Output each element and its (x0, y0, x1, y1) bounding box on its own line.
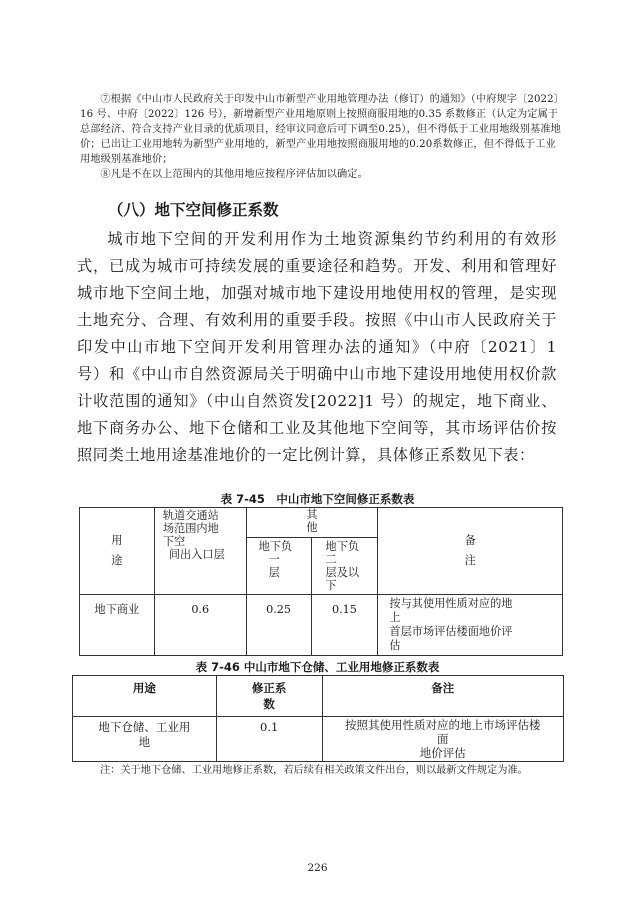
cell-b2: 0.15 (311, 595, 378, 656)
header-remark: 备注 (322, 676, 563, 717)
header-b2-line3: 层及以 (325, 566, 360, 579)
header-coef (216, 676, 322, 717)
cell-b1: 0.25 (246, 595, 311, 656)
header-remark-line2: 注 (464, 554, 476, 567)
header-other-line1: 其 (306, 508, 318, 521)
table-745-row (80, 595, 563, 656)
cell-remark-line1: 按与其使用性质对应的地 (389, 597, 513, 610)
section-paragraph: 城市地下空间的开发利用作为土地资源集约节约利用的有效形式，已成为城市可持续发展的重要途径和趋势。开发、利用和管理好城市地下空间土地，加强对城市地下建设用地使用权的管理，是实现土地充分、合理、有效利用的重要手段。按照《中山市人民政府关于印发中山市地下空间开发利用管理办法的通知》（中府〔2021〕1 号）和《中山市自然资源局关于明确中山市地下建设用地使用权价款计收范围的通知》（中山自然资发[2022]1 号）的规定，地下商业、地下商务办公、地下仓储和工业及其他地下空间等，其市场评估价按照同类土地用途基准地价的一定比例计算，具体修正系数见下表： (77, 230, 557, 464)
header-remark (378, 508, 563, 595)
header-use-line1: 用 (111, 534, 123, 547)
cell-remark-line4: 估 (389, 639, 401, 652)
cell-remark-line3: 首层市场评估楼面地价评 (389, 625, 513, 638)
cell-use-line2: 地 (138, 735, 151, 749)
header-rail-line3: 下空 (162, 535, 186, 548)
tables-area (0, 492, 635, 778)
cell-rail: 0.6 (154, 595, 246, 656)
section-heading: （八）地下空间修正系数 (108, 201, 279, 219)
header-b2-line4: 下 (325, 579, 337, 592)
header-rail-line1: 轨道交通站 (162, 509, 219, 522)
cell-remark-line2: 面 (437, 732, 449, 746)
header-b1-line1: 地下负 (258, 540, 293, 553)
table-746-note: 注：关于地下仓储、工业用地修正系数，若后续有相关政策文件出台，则以最新文件规定为准。 (100, 765, 528, 776)
header-use: 用途 (73, 676, 217, 717)
cell-remark (322, 717, 563, 762)
header-use-line2: 途 (111, 554, 123, 567)
page-number: 226 (307, 862, 328, 874)
header-b2 (311, 538, 378, 595)
note-item-8: ⑧凡是不在以上范围内的其他用地应按程序评估加以确定。 (100, 169, 368, 180)
cell-remark-line1: 按照其使用性质对应的地上市场评估楼 (345, 718, 541, 732)
header-b1-line2: 一 (268, 553, 280, 566)
cell-use (73, 717, 217, 762)
table-746-caption: 表 7-46 中山市地下仓储、工业用地修正系数表 (195, 660, 440, 674)
cell-remark (378, 595, 563, 656)
header-coef-line2: 数 (263, 697, 275, 711)
section-body (77, 226, 557, 469)
table-745-caption: 表 7-45 中山市地下空间修正系数表 (220, 492, 415, 506)
header-use (80, 508, 155, 595)
note-item-7: ⑦根据《中山市人民政府关于印发中山市新型产业用地管理办法（修订）的通知》（中府规字〔2022〕16 号、中府〔2022〕126 号），新增新型产业用地原则上按照商服用地的0.35 系数修正（认定为定属于总部经济、符合支持产业目录的优质项目，经审议同意后可下调至0.25），但不得低于工业用地级别基准地价；已出让工业用地转为新型产业用地的，新型产业用地按照商服用地的0.20系数修正，但不得低于工业用地级别基准地价； (80, 94, 561, 165)
header-b1-line3: 层 (268, 566, 280, 579)
table-745 (79, 507, 563, 656)
cell-coef: 0.1 (216, 717, 322, 762)
cell-remark-line2: 上 (389, 611, 401, 624)
cell-use: 地下商业 (80, 595, 155, 656)
header-other-line2: 他 (306, 521, 318, 534)
header-b1 (246, 538, 311, 595)
header-rail-line2: 场范围内地 (162, 522, 219, 535)
header-b2-line1: 地下负 (325, 540, 360, 553)
cell-use-line1: 地下仓储、工业用 (98, 720, 191, 734)
header-coef-line1: 修正系 (251, 681, 287, 695)
header-remark-line1: 备 (464, 534, 476, 547)
header-other (246, 508, 378, 538)
table-746-row (73, 717, 564, 762)
cell-remark-line3: 地价评估 (419, 746, 466, 760)
header-rail-line4: 间出入口层 (168, 548, 225, 561)
top-notes (80, 92, 562, 182)
header-rail (154, 508, 246, 595)
table-746 (72, 675, 564, 762)
header-b2-line2: 二 (325, 553, 337, 566)
